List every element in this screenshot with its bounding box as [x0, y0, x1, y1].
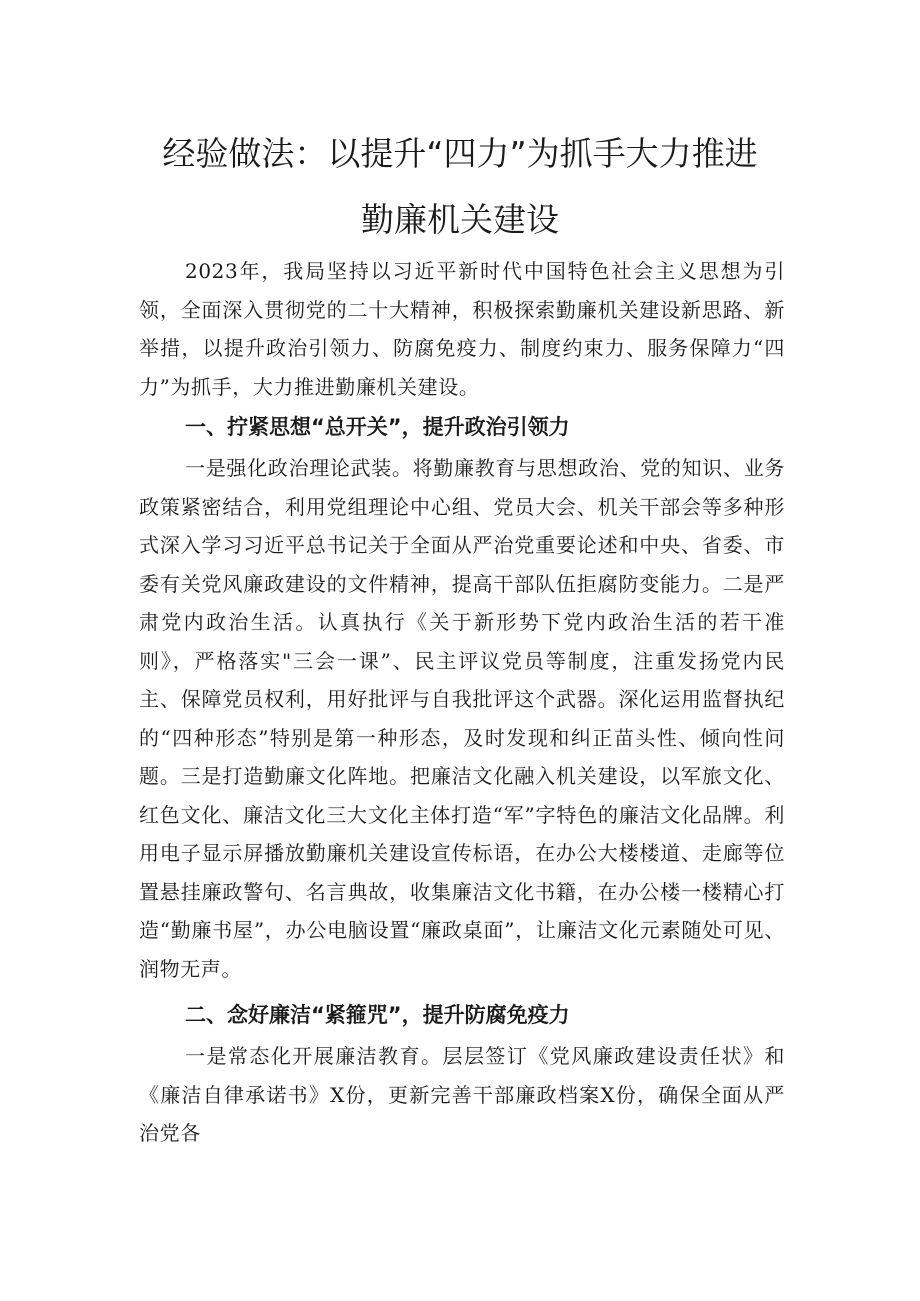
intro-paragraph: 2023年，我局坚持以习近平新时代中国特色社会主义思想为引领，全面深入贯彻党的二十大精神，积极探索勤廉机关建设新思路、新举措，以提升政治引领力、防腐免疫力、制度约束力、服务保障力“四力”为抓手，大力推进勤廉机关建设。 [139, 259, 785, 399]
document-title-line-2: 勤廉机关建设 [361, 200, 559, 239]
section-1-paragraph: 一是强化政治理论武装。将勤廉教育与思想政治、党的知识、业务政策紧密结合，利用党组理论中心组、党员大会、机关干部会等多种形式深入学习习近平总书记关于全面从严治党重要论述和中央、省委、市委有关党风廉政建设的文件精神，提高干部队伍拒腐防变能力。二是严肃党内政治生活。认真执行《关于新形势下党内政治生活的若干准则》，严格落实"三会一课”、民主评议党员等制度，注重发扬党内民主、保障党员权利，用好批评与自我批评这个武器。深化运用监督执纪的“四种形态”特别是第一种形态，及时发现和纠正苗头性、倾向性问题。三是打造勤廉文化阵地。把廉洁文化融入机关建设，以军旅文化、红色文化、廉洁文化三大文化主体打造“军”字特色的廉洁文化品牌。利用电子显示屏播放勤廉机关建设宣传标语，在办公大楼楼道、走廊等位置悬挂廉政警句、名言典故，收集廉洁文化书籍，在办公楼一楼精心打造“勤廉书屋”，办公电脑设置“廉政桌面”，让廉洁文化元素随处可见、润物无声。 [139, 456, 785, 981]
document-body [139, 252, 785, 1153]
document-title-line-1: 经验做法：以提升“四力”为抓手大力推进 [162, 134, 758, 173]
section-1-heading: 一、拧紧思想“总开关”，提升政治引领力 [185, 415, 570, 439]
section-2-paragraph: 一是常态化开展廉洁教育。层层签订《党风廉政建设责任状》和《廉洁自律承诺书》X份，更新完善干部廉政档案X份，确保全面从严治党各 [139, 1044, 785, 1145]
section-2-heading: 二、念好廉洁“紧箍咒”，提升防腐免疫力 [185, 1003, 570, 1027]
